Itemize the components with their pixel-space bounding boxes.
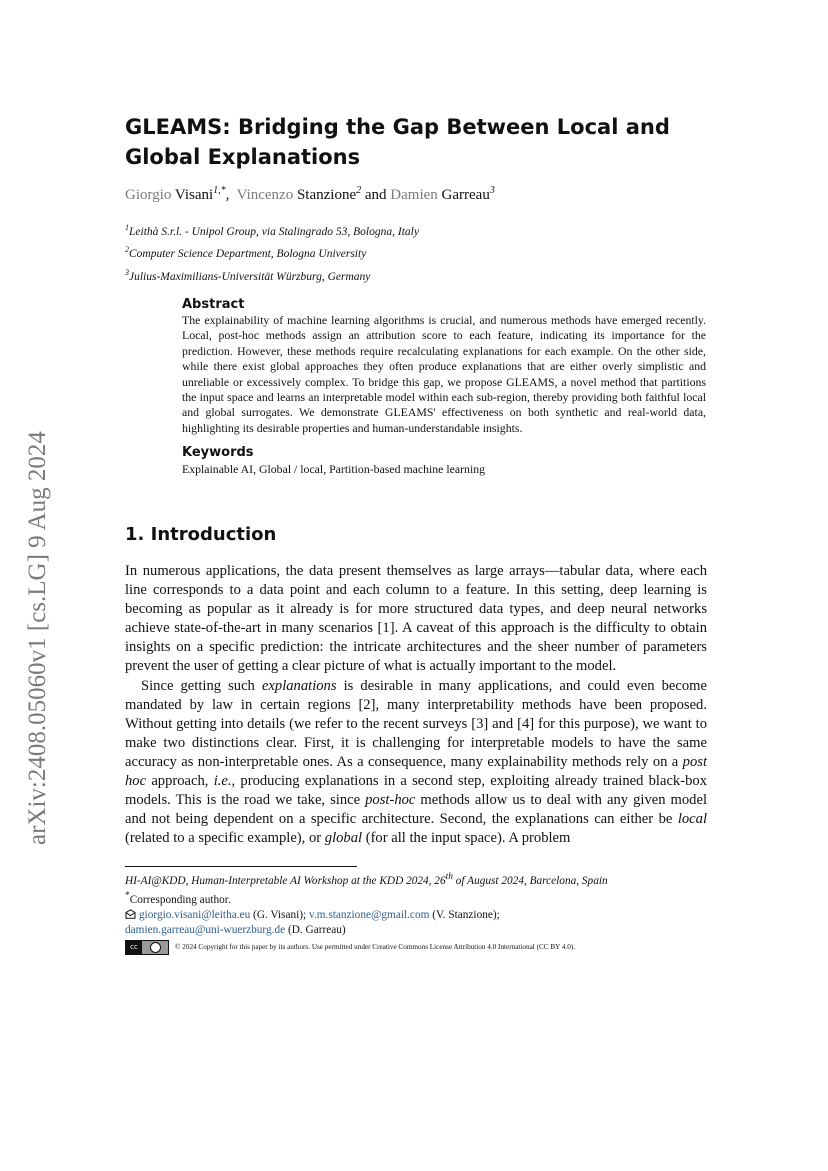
affil-text: Leithà S.r.l. - Unipol Group, via Stalingrado 53, Bologna, Italy: [129, 225, 419, 238]
corresponding-mark: *: [125, 890, 130, 901]
paragraph-text: is desirable in many applications, and could even become mandated by law in certain regions [2], many interpretability methods have been proposed. Without getting into details (we refer to the recent surveys [3] and [4] for this purpose), we want to make two distinctions clear. First, it is challenging for interpretable models to have the same accuracy as non-interpretable ones. As a consequence, many explainability methods rely on a: [125, 677, 707, 770]
author-first-name: Vincenzo: [236, 187, 294, 203]
email-link[interactable]: v.m.stanzione@gmail.com: [308, 908, 430, 921]
corresponding-note: [125, 889, 715, 908]
affil-text: Computer Science Department, Bologna University: [129, 248, 367, 261]
affil-mark: 1: [125, 223, 129, 232]
workshop-text-end: of August 2024, Barcelona, Spain: [452, 874, 608, 887]
author-first-name: Damien: [390, 187, 438, 203]
emphasis-text: post-hoc: [365, 792, 416, 809]
affiliation: [125, 241, 419, 263]
workshop-text: HI-AI@KDD, Human-Interpretable AI Workshop at the KDD 2024, 26: [125, 874, 446, 887]
author-and: and: [364, 187, 387, 203]
paragraph-text: (for all the input space). A problem: [362, 830, 571, 847]
by-person-icon: [142, 941, 168, 954]
section-heading-introduction: 1. Introduction: [125, 524, 277, 545]
introduction-body: [125, 562, 707, 848]
affiliation: [125, 219, 419, 241]
email-owner: (V. Stanzione);: [429, 908, 500, 921]
author-affil-mark: 3: [489, 185, 495, 196]
email-line: [125, 923, 715, 938]
email-owner: (G. Visani);: [250, 908, 309, 921]
cc-badge-label: cc: [126, 941, 142, 954]
paragraph-text: Since getting such: [141, 677, 262, 694]
affiliation: [125, 264, 419, 286]
workshop-note: [125, 870, 715, 889]
affil-mark: 3: [125, 267, 129, 277]
email-link[interactable]: giorgio.visani@leitha.eu: [139, 908, 251, 921]
emphasis-text: explanations: [261, 677, 337, 694]
paragraph-text: (related to a specific example), or: [125, 830, 325, 847]
workshop-sup: th: [445, 872, 453, 882]
keywords-heading: Keywords: [182, 445, 254, 460]
author-separator: ,: [225, 187, 230, 203]
footnotes: [125, 870, 715, 955]
abstract-heading: Abstract: [182, 297, 245, 312]
license-line: [125, 940, 715, 955]
cc-by-badge: [125, 940, 169, 955]
author-first-name: Giorgio: [125, 187, 172, 203]
paragraph: [125, 677, 707, 849]
emphasis-text: global: [324, 830, 363, 847]
affil-text: Julius-Maximilians-Universität Würzburg, Germany: [129, 270, 371, 283]
abstract-text: The explainability of machine learning algorithms is crucial, and numerous methods have emerged recently. Local, post-hoc methods assign an attribution score to each feature, indicating its importance for the prediction. However, these methods require recalculating explanations for each example. On the other side, while there exist global approaches they often produce explanations that are either overly simplistic and unreliable or excessively complex. To bridge this gap, we propose GLEAMS, a novel method that partitions the input space and learns an interpretable model within each sub-region, thereby providing both faithful local and global surrogates. We demonstrate GLEAMS' effectiveness on both synthetic and real-world data, highlighting its desirable properties and human-understandable insights.: [182, 313, 706, 435]
author-list: [125, 185, 495, 204]
emphasis-text: local: [677, 811, 707, 828]
footnote-rule: [125, 866, 357, 867]
author-last-name: Garreau: [441, 187, 490, 203]
keywords-text: Explainable AI, Global / local, Partition-based machine learning: [182, 462, 486, 476]
paragraph-text: methods allow us to deal with any given model and not being dependent on a specific architecture. Second, the explanations can either be: [125, 792, 708, 828]
emphasis-text: i.e.: [213, 773, 232, 790]
corresponding-text: Corresponding author.: [129, 893, 231, 906]
abstract-section: [182, 296, 706, 436]
paragraph-text: approach,: [146, 773, 214, 790]
email-line: [125, 908, 715, 923]
envelope-icon: [125, 909, 136, 919]
author-last-name: Visani: [174, 187, 214, 203]
author-last-name: Stanzione: [296, 187, 357, 203]
paper-title: GLEAMS: Bridging the Gap Between Local and Global Explanations: [125, 115, 670, 169]
author-affil-mark: 2: [356, 185, 362, 196]
license-text: © 2024 Copyright for this paper by its authors. Use permitted under Creative Commons License Attribution 4.0 International (CC BY 4.0).: [175, 942, 576, 951]
arxiv-identifier: arXiv:2408.05060v1 [cs.LG] 9 Aug 2024: [24, 431, 51, 845]
paragraph: In numerous applications, the data present themselves as large arrays—tabular data, where each line corresponds to a data point and each column to a feature. In this setting, deep learning is becoming as popular as it already is for more structured data types, and deep neural networks achieve state-of-the-art in many scenarios [1]. A caveat of this approach is the difficulty to obtain insights on a specific prediction: the intricate architectures and the sheer number of parameters prevent the user of getting a clear picture of what is actually important to the model.: [125, 563, 707, 675]
author-affil-mark: 1,*: [213, 185, 226, 196]
arxiv-sidebar: [23, 365, 53, 845]
paragraph-text: , producing explanations in a second step, exploiting already trained black-box models. This is the road we take, since: [125, 773, 707, 809]
emphasis-text: post hoc: [125, 753, 707, 790]
email-owner: (D. Garreau): [285, 923, 346, 936]
affil-mark: 2: [125, 245, 129, 255]
affiliation-list: [125, 219, 419, 286]
email-link[interactable]: damien.garreau@uni-wuerzburg.de: [125, 923, 286, 936]
keywords-section: [182, 444, 706, 477]
